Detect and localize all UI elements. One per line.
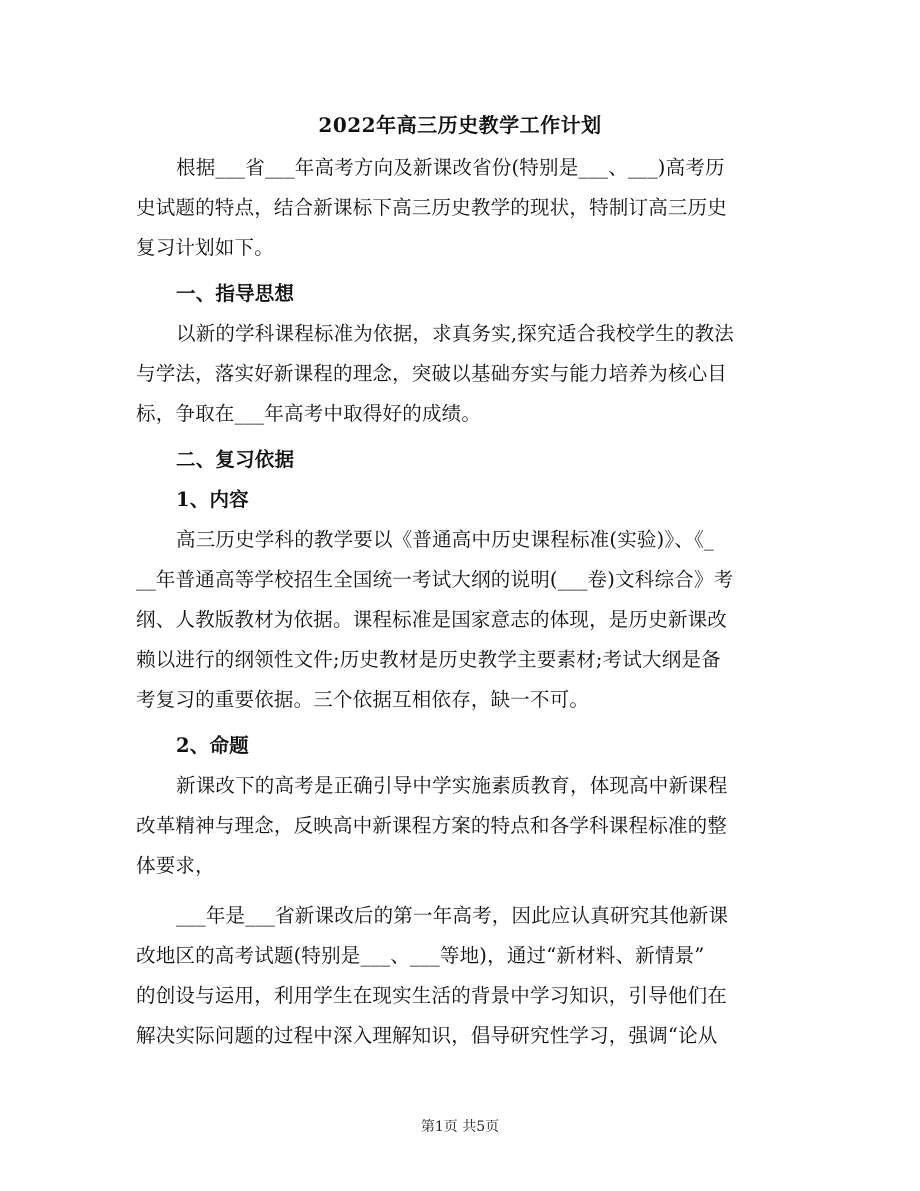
paragraph-line: 以新的学科课程标准为依据，求真务实,探究适合我校学生的教法 xyxy=(176,322,734,345)
subsection-heading: 1、内容 xyxy=(176,488,249,511)
paragraph-line: 与学法，落实好新课程的理念，突破以基础夯实与能力培养为核心目 xyxy=(136,362,728,385)
section-heading: 一、指导思想 xyxy=(176,282,295,305)
page-number: 第1页 共5页 xyxy=(420,1119,500,1135)
paragraph-line: 新课改下的高考是正确引导中学实施素质教育，体现高中新课程 xyxy=(176,774,728,797)
paragraph-line: 史试题的特点，结合新课标下高三历史教学的现状，特制订高三历史 xyxy=(136,196,728,219)
section-heading: 二、复习依据 xyxy=(176,448,295,471)
paragraph-line: 考复习的重要依据。三个依据互相依存，缺一不可。 xyxy=(136,688,590,711)
paragraph-line: 改地区的高考试题(特别是___、___等地)，通过“新材料、新情景” xyxy=(136,944,705,967)
paragraph-line: 纲、人教版教材为依据。课程标准是国家意志的体现，是历史新课改 xyxy=(136,608,728,631)
paragraph-line: 标，争取在___年高考中取得好的成绩。 xyxy=(136,402,482,425)
paragraph-line: 改革精神与理念，反映高中新课程方案的特点和各学科课程标准的整 xyxy=(136,814,728,837)
paragraph-line: 复习计划如下。 xyxy=(136,236,274,259)
paragraph-line: 解决实际问题的过程中深入理解知识，倡导研究性学习，强调“论从 xyxy=(136,1024,718,1047)
paragraph-line: 的创设与运用，利用学生在现实生活的背景中学习知识，引导他们在 xyxy=(136,984,728,1007)
paragraph-line: 赖以进行的纲领性文件;历史教材是历史教学主要素材;考试大纲是备 xyxy=(136,648,721,671)
subsection-heading: 2、命题 xyxy=(176,734,249,757)
document-body xyxy=(136,148,776,1056)
paragraph-line: 高三历史学科的教学要以《普通高中历史课程标准(实验)》、《_ xyxy=(176,528,714,551)
paragraph-line: 根据___省___年高考方向及新课改省份(特别是___、___)高考历 xyxy=(176,156,725,179)
paragraph-line: __年普通高等学校招生全国统一考试大纲的说明(___卷)文科综合》考 xyxy=(136,568,734,591)
paragraph-line: ___年是___省新课改后的第一年高考，因此应认真研究其他新课 xyxy=(176,904,729,927)
document-title: 2022年高三历史教学工作计划 xyxy=(318,113,602,137)
paragraph-line: 体要求， xyxy=(136,854,215,877)
